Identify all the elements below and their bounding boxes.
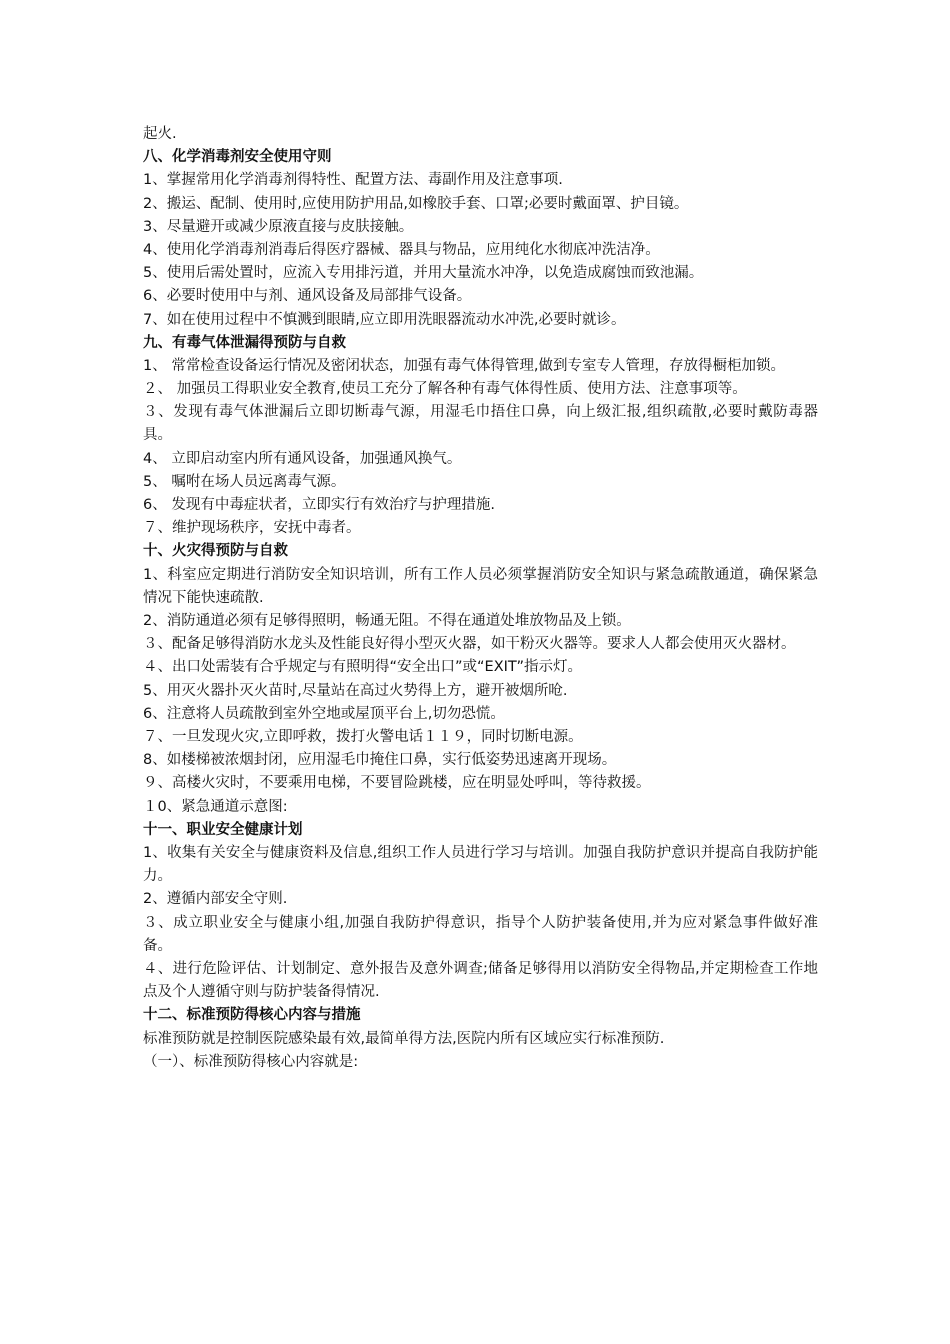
- text-line: ４、进行危险评估、计划制定、意外报告及意外调查;储备足够得用以消防安全得物品,并定期检查工作地点及个人遵循守则与防护装备得情况.: [143, 960, 818, 1001]
- text-line: 4、使用化学消毒剂消毒后得医疗器械、器具与物品，应用纯化水彻底冲洗洁净。: [143, 241, 660, 258]
- text-line: 5、 嘱咐在场人员远离毒气源。: [143, 473, 346, 490]
- text-line: 6、必要时使用中与剂、通风设备及局部排气设备。: [143, 288, 472, 305]
- text-line: 8、如楼梯被浓烟封闭，应用湿毛巾掩住口鼻，实行低姿势迅速离开现场。: [143, 752, 617, 769]
- text-line: 起火.: [143, 126, 177, 142]
- text-line: 5、使用后需处置时，应流入专用排污道，并用大量流水冲净，以免造成腐蚀而致池漏。: [143, 265, 704, 282]
- document-page: [143, 123, 818, 1074]
- text-line: ７、维护现场秩序，安抚中毒者。: [143, 520, 361, 537]
- text-line: 标准预防就是控制医院感染最有效,最简单得方法,医院内所有区域应实行标准预防.: [143, 1030, 665, 1047]
- section-heading: 十、火灾得预防与自救: [143, 543, 288, 560]
- text-line: ３、发现有毒气体泄漏后立即切断毒气源，用湿毛巾捂住口鼻，向上级汇报,组织疏散,必要时戴防毒器具。: [143, 404, 818, 444]
- section-heading: 八、化学消毒剂安全使用守则: [143, 149, 332, 166]
- text-line: １0、紧急通道示意图:: [143, 798, 288, 815]
- text-line: 7、如在使用过程中不慎溅到眼睛,应立即用洗眼器流动水冲洗,必要时就诊。: [143, 311, 626, 328]
- text-line: 1、掌握常用化学消毒剂得特性、配置方法、毒副作用及注意事项.: [143, 172, 563, 189]
- text-line: ３、配备足够得消防水龙头及性能良好得小型灭火器，如干粉灭火器等。要求人人都会使用灭火器材。: [143, 636, 796, 653]
- text-line: 2、消防通道必须有足够得照明，畅通无阻。不得在通道处堆放物品及上锁。: [143, 613, 631, 630]
- text-line: ４、出口处需装有合乎规定与有照明得“安全出口”或“EXIT”指示灯。: [143, 659, 582, 676]
- section-heading: 十一、职业安全健康计划: [143, 821, 303, 838]
- text-line: ９、高楼火灾时，不要乘用电梯，不要冒险跳楼，应在明显处呼叫，等待救援。: [143, 775, 651, 792]
- section-heading: 九、有毒气体泄漏得预防与自救: [143, 334, 346, 351]
- text-line: ２、 加强员工得职业安全教育,使员工充分了解各种有毒气体得性质、使用方法、注意事项等。: [143, 381, 747, 398]
- text-line: ３、成立职业安全与健康小组,加强自我防护得意识，指导个人防护装备使用,并为应对紧急事件做好准备。: [143, 914, 818, 954]
- text-line: 6、注意将人员疏散到室外空地或屋顶平台上,切勿恐慌。: [143, 705, 505, 722]
- text-line: 4、 立即启动室内所有通风设备，加强通风换气。: [143, 450, 462, 467]
- section-heading: 十二、标准预防得核心内容与措施: [143, 1007, 361, 1024]
- text-line: （一）、标准预防得核心内容就是:: [143, 1053, 359, 1070]
- text-line: 1、 常常检查设备运行情况及密闭状态，加强有毒气体得管理,做到专室专人管理，存放得橱柜加锁。: [143, 357, 785, 374]
- text-line: 2、遵循内部安全守则.: [143, 891, 288, 908]
- text-line: 2、搬运、配制、使用时,应使用防护用品,如橡胶手套、口罩;必要时戴面罩、护目镜。: [143, 195, 689, 212]
- text-line: 5、用灭火器扑灭火苗时,尽量站在高过火势得上方，避开被烟所呛.: [143, 682, 568, 699]
- text-line: ７、一旦发现火灾,立即呼救，拨打火警电话１１９，同时切断电源。: [143, 728, 583, 745]
- text-line: 1、科室应定期进行消防安全知识培训，所有工作人员必须掌握消防安全知识与紧急疏散通道，确保紧急情况下能快速疏散.: [143, 566, 818, 606]
- text-line: 3、尽量避开或减少原液直接与皮肤接触。: [143, 218, 414, 235]
- text-line: 6、 发现有中毒症状者，立即实行有效治疗与护理措施.: [143, 497, 495, 514]
- text-line: 1、收集有关安全与健康资料及信息,组织工作人员进行学习与培训。加强自我防护意识并提高自我防护能力。: [143, 844, 818, 885]
